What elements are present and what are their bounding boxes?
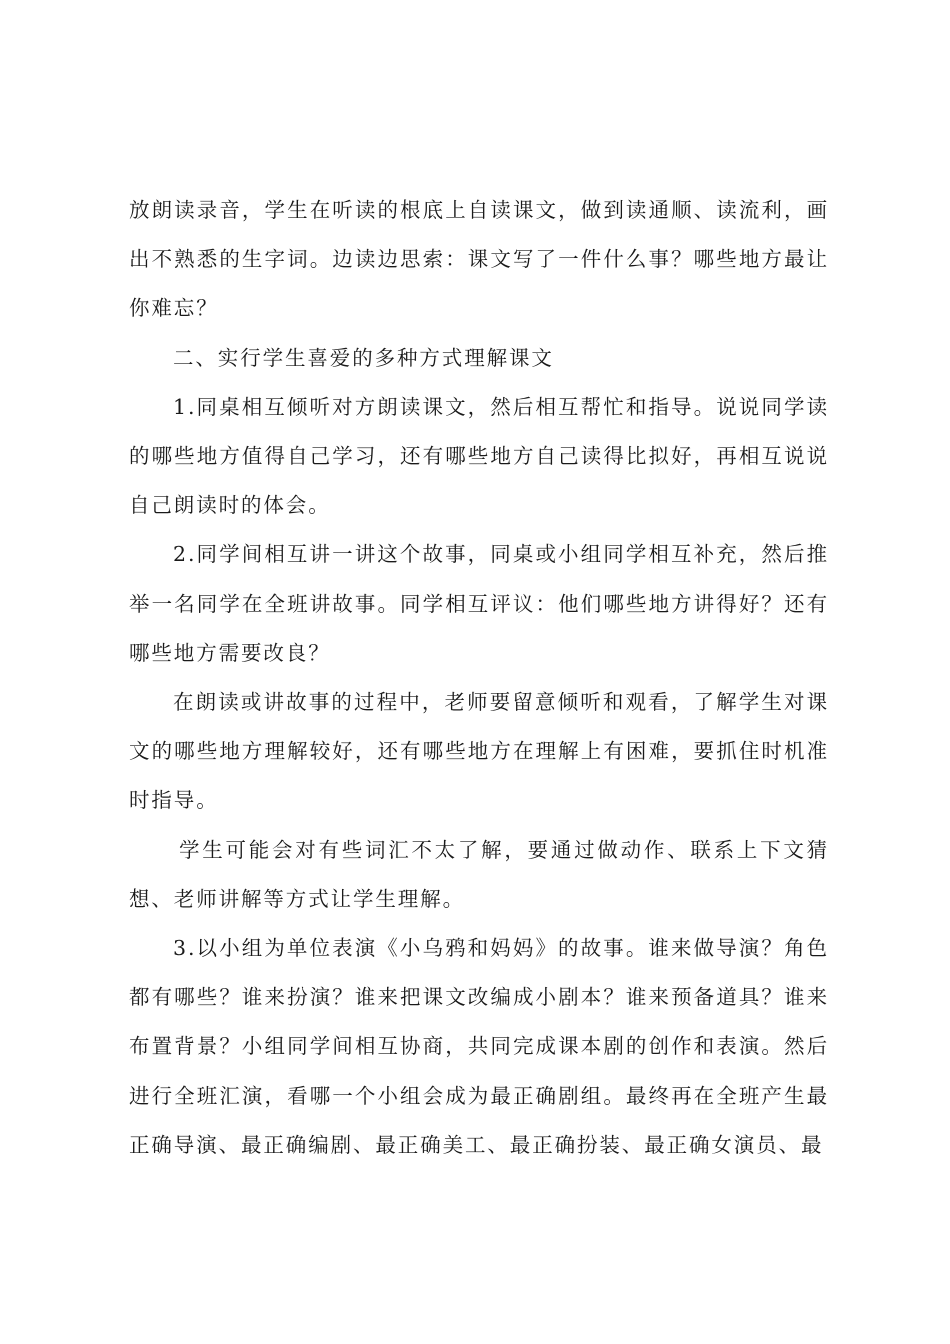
paragraph-item-3: 3.以小组为单位表演《小乌鸦和妈妈》的故事。谁来做导演？角色都有哪些？谁来扮演？谁来把课文改编成小剧本？谁来预备道具？谁来布置背景？小组同学间相互协商，共同完成课本剧的创作和表演。然后进行全班汇演，看哪一个小组会成为最正确剧组。最终再在全班产生最正确导演、最正确编剧、最正确美工、最正确扮装、最正确女演员、最 — [129, 936, 829, 1157]
paragraph-vocabulary-note: 学生可能会对有些词汇不太了解，要通过做动作、联系上下文猜想、老师讲解等方式让学生理解。 — [129, 837, 829, 911]
paragraph-teacher-note: 在朗读或讲故事的过程中，老师要留意倾听和观看，了解学生对课文的哪些地方理解较好，还有哪些地方在理解上有困难，要抓住时机准时指导。 — [129, 690, 829, 813]
section-heading-two: 二、实行学生喜爱的多种方式理解课文 — [173, 345, 554, 370]
paragraph-item-1: 1.同桌相互倾听对方朗读课文，然后相互帮忙和指导。说说同学读的哪些地方值得自己学习，还有哪些地方自己读得比拟好，再相互说说自己朗读时的体会。 — [129, 394, 829, 518]
document-body — [129, 186, 829, 1170]
paragraph-intro-continued: 放朗读录音，学生在听读的根底上自读课文，做到读通顺、读流利，画出不熟悉的生字词。边读边思索：课文写了一件什么事？哪些地方最让你难忘？ — [129, 198, 829, 321]
paragraph-item-2: 2.同学间相互讲一讲这个故事，同桌或小组同学相互补充，然后推举一名同学在全班讲故事。同学相互评议：他们哪些地方讲得好？还有哪些地方需要改良？ — [129, 542, 829, 665]
